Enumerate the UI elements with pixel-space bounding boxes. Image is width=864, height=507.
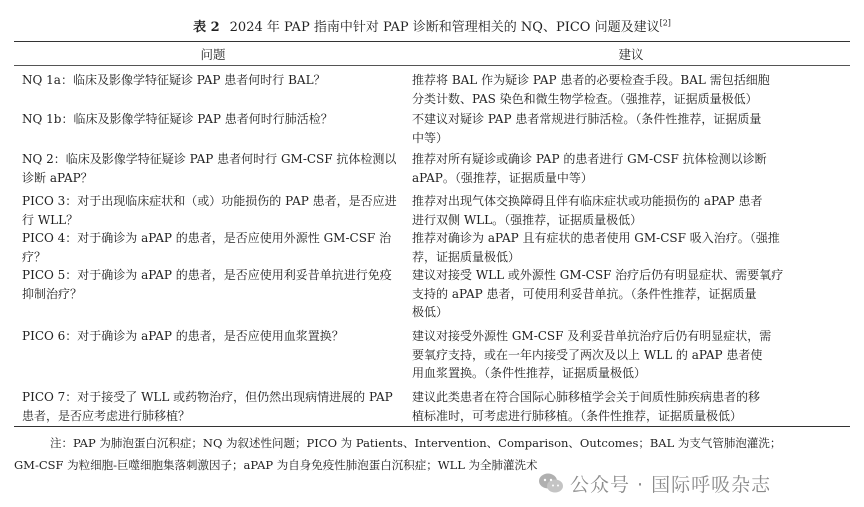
wechat-icon: [538, 472, 564, 494]
advice-line: 支持的 aPAP 患者，可使用利妥昔单抗。（条件性推荐，证据质量: [412, 286, 757, 301]
question-cell: [14, 150, 412, 190]
table-row: [14, 148, 850, 190]
advice-line: 推荐对所有疑诊或确诊 PAP 的患者进行 GM-CSF 抗体检测以诊断: [412, 152, 767, 166]
advice-line: 推荐将 BAL 作为疑诊 PAP 患者的必要检查手段。BAL 需包括细胞: [412, 73, 770, 87]
question-line: PICO 5：对于确诊为 aPAP 的患者，是否应使用利妥昔单抗进行免疫: [22, 268, 392, 282]
advice-line: 建议对接受外源性 GM-CSF 及利妥昔单抗治疗后仍有明显症状，需: [412, 329, 772, 343]
advice-line: 要氧疗支持，或在一年内接受了两次及以上 WLL 的 aPAP 患者使: [412, 347, 763, 362]
question-cell: [14, 110, 412, 148]
table-row: [14, 108, 850, 148]
question-line: 抑制治疗？: [22, 286, 83, 301]
advice-line: 推荐对确诊为 aPAP 且有症状的患者使用 GM-CSF 吸入治疗。（强推: [412, 231, 780, 245]
table-header: [14, 42, 850, 66]
question-line: NQ 1b：临床及影像学特征疑诊 PAP 患者何时行肺活检？: [22, 112, 333, 126]
advice-line: 建议对接受 WLL 或外源性 GM-CSF 治疗后仍有明显症状、需要氧疗: [412, 268, 784, 282]
question-cell: [14, 266, 412, 325]
table-number: 表 2: [193, 20, 220, 35]
question-line: NQ 2：临床及影像学特征疑诊 PAP 患者何时行 GM-CSF 抗体检测以: [22, 152, 397, 166]
question-cell: [14, 229, 412, 264]
question-cell: [14, 327, 412, 386]
advice-line: 建议此类患者在符合国际心肺移植学会关于间质性肺疾病患者的移: [412, 390, 761, 404]
advice-line: 推荐对出现气体交换障碍且伴有临床症状或功能损伤的 aPAP 患者: [412, 194, 763, 208]
table-row: [14, 190, 850, 227]
advice-cell: [412, 327, 850, 386]
table-row: [14, 325, 850, 386]
advice-cell: [412, 110, 850, 148]
advice-line: 极低）: [412, 305, 449, 319]
watermark: [538, 468, 771, 498]
advice-line: 用血浆置换。（条件性推荐，证据质量极低）: [412, 366, 647, 380]
question-cell: [14, 388, 412, 426]
advice-line: 植标准时，可考虑进行肺移植。（条件性推荐，证据质量极低）: [412, 408, 743, 423]
watermark-text: 公众号 · 国际呼吸杂志: [570, 473, 772, 496]
note-line-1: 注：PAP 为肺泡蛋白沉积症；NQ 为叙述性问题；PICO 为 Patients、Intervention、Comparison、Outcomes；BAL 为支气管肺泡灌洗；: [50, 436, 782, 450]
table-row: [14, 386, 850, 426]
question-line: 诊断 aPAP？: [22, 170, 93, 185]
advice-cell: [412, 229, 850, 264]
advice-cell: [412, 150, 850, 190]
question-line: 行 WLL？: [22, 212, 79, 227]
question-cell: [14, 192, 412, 227]
table-row: [14, 227, 850, 264]
advice-cell: [412, 388, 850, 426]
table-row: [14, 264, 850, 325]
advice-line: 进行双侧 WLL。（强推荐，证据质量极低）: [412, 212, 643, 227]
recommendation-table: [14, 41, 850, 427]
note-line-2: GM-CSF 为粒细胞-巨噬细胞集落刺激因子；aPAP 为自身免疫性肺泡蛋白沉积症；WLL 为全肺灌洗术: [14, 458, 538, 472]
header-question: 问题: [200, 46, 226, 62]
table-body: [14, 66, 850, 426]
advice-line: 分类计数、PAS 染色和微生物学检查。（强推荐，证据质量极低）: [412, 91, 758, 106]
table-title: 2024 年 PAP 指南中针对 PAP 诊断和管理相关的 NQ、PICO 问题及建议: [229, 20, 660, 35]
question-line: PICO 6：对于确诊为 aPAP 的患者，是否应使用血浆置换？: [22, 329, 344, 343]
question-line: NQ 1a：临床及影像学特征疑诊 PAP 患者何时行 BAL？: [22, 73, 326, 87]
advice-cell: [412, 266, 850, 325]
table-row: [14, 66, 850, 108]
advice-line: 中等）: [412, 130, 449, 145]
question-line: PICO 3：对于出现临床症状和（或）功能损伤的 PAP 患者，是否应进: [22, 194, 397, 208]
question-line: 患者，是否应考虑进行肺移植？: [22, 408, 191, 423]
table-reference: [2]: [659, 18, 671, 28]
advice-cell: [412, 71, 850, 108]
advice-line: aPAP。（强推荐，证据质量中等）: [412, 170, 593, 185]
header-advice: 建议: [618, 46, 644, 62]
table-caption: [0, 16, 864, 35]
question-cell: [14, 71, 412, 108]
advice-line: 荐，证据质量极低）: [412, 249, 521, 264]
advice-line: 不建议对疑诊 PAP 患者常规进行肺活检。（条件性推荐，证据质量: [412, 112, 762, 126]
question-line: PICO 4：对于确诊为 aPAP 的患者，是否应使用外源性 GM-CSF 治疗？: [22, 231, 392, 264]
question-line: PICO 7：对于接受了 WLL 或药物治疗，但仍然出现病情进展的 PAP: [22, 390, 393, 404]
advice-cell: [412, 192, 850, 227]
